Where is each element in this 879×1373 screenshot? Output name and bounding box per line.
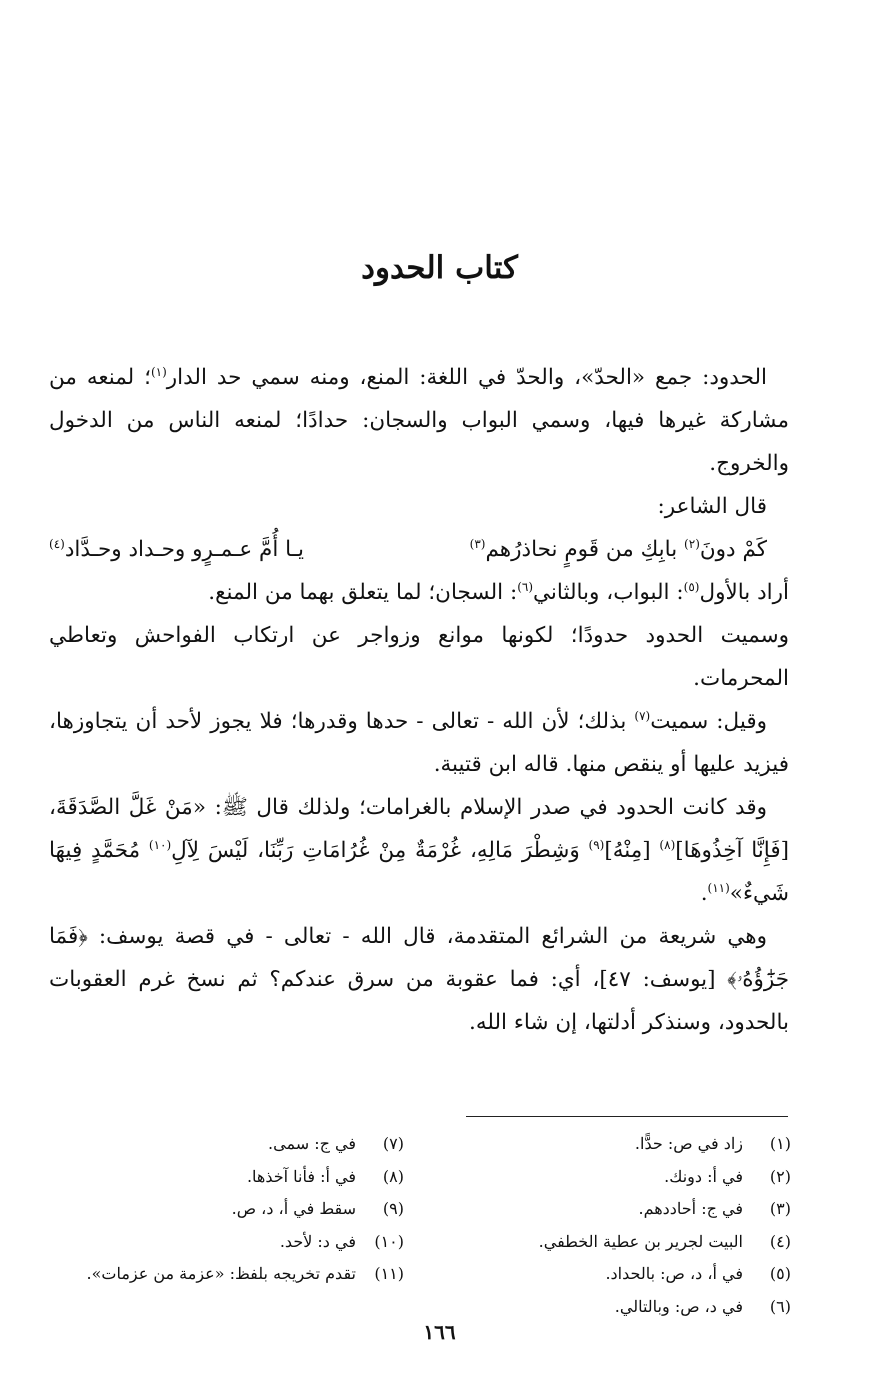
footnotes-column-left	[74, 1128, 404, 1291]
text-run: الحدود: جمع «الحدّ»، والحدّ في اللغة: المنع، ومنه سمي حد الدار	[166, 365, 767, 390]
text-run: يـا أُمَّ عـمـرٍو وحـداد وحـدَّاد	[64, 537, 304, 562]
footnote-text: زاد في ص: حدًّا.	[634, 1134, 743, 1153]
footnote-ref: (١٠)	[148, 837, 172, 852]
paragraph-naming-reason: وسميت الحدود حدودًا؛ لكونها موانع وزواجر عن ارتكاب الفواحش وتعاطي المحرمات.	[49, 623, 789, 691]
paragraph-poet-intro: قال الشاعر:	[657, 494, 767, 519]
chapter-title: كتاب الحدود	[361, 250, 518, 286]
footnote-item	[461, 1161, 791, 1194]
footnote-text: في ج: سمى.	[268, 1134, 356, 1153]
footnote-text: البيت لجرير بن عطية الخطفي.	[538, 1231, 743, 1251]
text-run: أراد بالأول	[699, 580, 789, 605]
footnote-ref: (٢)	[684, 536, 700, 551]
text-run: وقد كانت الحدود في صدر الإسلام بالغرامات؛ ولذلك قال ﷺ: «مَنْ غَلَّ الصَّدَقَةَ، [فَإِنَّا آخِذُوهَا]	[49, 795, 789, 863]
footnote-ref: (١)	[150, 364, 167, 379]
footnote-number: (١٠)	[374, 1231, 404, 1251]
footnote-number: (٦)	[769, 1296, 791, 1316]
poem-verse	[49, 528, 789, 571]
text-run: ؛ لمنعه من مشاركة غيرها فيها، وسمي البواب والسجان: حدادًا؛ لمنعه الناس من الدخول والخروج.	[49, 365, 789, 476]
footnote-item	[74, 1226, 404, 1259]
footnote-item	[74, 1161, 404, 1194]
footnote-number: (٨)	[382, 1166, 404, 1186]
footnote-item	[461, 1258, 791, 1291]
footnote-item	[74, 1128, 404, 1161]
footnote-item	[461, 1128, 791, 1161]
footnote-text: سقط في أ، د، ص.	[231, 1199, 356, 1218]
footnote-text: في أ، د، ص: بالحداد.	[605, 1264, 743, 1283]
text-run: بابِكِ من قَومٍ نحاذرُهم	[485, 537, 685, 562]
footnote-ref: (٣)	[469, 536, 486, 551]
text-run: [مِنْهُ]	[604, 838, 660, 863]
verse-first-hemistich	[470, 528, 767, 571]
footnote-ref: (٩)	[588, 837, 605, 852]
paragraph-alternative-reason	[49, 700, 789, 786]
text-run: : السجان؛ لما يتعلق بهما من المنع.	[208, 580, 518, 605]
footnote-text: في أ: دونك.	[664, 1166, 743, 1186]
page-number: ١٦٦	[423, 1320, 456, 1344]
text-run: .	[700, 881, 708, 906]
footnote-text: في د: لأحد.	[279, 1231, 356, 1251]
footnote-ref: (٤)	[49, 536, 65, 551]
footnote-number: (٧)	[382, 1134, 404, 1153]
footnote-item	[461, 1226, 791, 1259]
text-run: وَشِطْرَ مَالِهِ، غُرْمَةٌ مِنْ غُرُامَاتِ رَبِّنَا، لَيْسَ لِآلِ	[171, 838, 589, 863]
footnote-number: (١)	[769, 1134, 791, 1153]
footnote-ref: (٦)	[517, 579, 534, 594]
paragraph-definition	[49, 356, 789, 485]
footnote-text: تقدم تخريجه بلفظ: «عزمة من عزمات».	[86, 1264, 356, 1283]
paragraph-hadith	[49, 786, 789, 915]
footnote-number: (٥)	[769, 1264, 791, 1283]
footnote-item	[74, 1258, 404, 1291]
footnote-text: في أ: فأنا آخذها.	[246, 1166, 356, 1186]
verse-second-hemistich	[49, 528, 304, 571]
text-run: وقيل: سميت	[650, 709, 767, 734]
footnote-ref: (١١)	[707, 880, 730, 895]
footnote-item	[74, 1193, 404, 1226]
text-run: مُحَمَّدٍ فِيهَا شَيءٌ»	[49, 838, 789, 906]
footnote-item	[461, 1291, 791, 1324]
footnote-item	[461, 1193, 791, 1226]
paragraph-quran-reference: وهي شريعة من الشرائع المتقدمة، قال الله - تعالى - في قصة يوسف: ﴿فَمَا جَزَٰٓؤُهُۥ﴾ [يوسف: ٤٧]، أي: فما عقوبة من سرق عندكم؟ ثم نسخ غرم العقوبات بالحدود، وسنذكر أدلتها، إن شاء الله.	[49, 924, 789, 1035]
footnote-ref: (٨)	[659, 837, 676, 852]
footnote-text: في د، ص: وبالتالي.	[614, 1296, 743, 1316]
footnote-separator	[466, 1116, 788, 1117]
text-run: بذلك؛ لأن الله - تعالى - حدها وقدرها؛ فلا يجوز لأحد أن يتجاوزها، فيزيد عليها أو ينقص منها. قاله ابن قتيبة.	[49, 709, 789, 777]
footnote-number: (٩)	[382, 1199, 404, 1218]
text-run: كَمْ دونَ	[699, 537, 767, 562]
footnote-text: في ج: أحاددهم.	[638, 1199, 743, 1218]
paragraph-verse-explanation	[49, 571, 789, 614]
footnote-number: (٢)	[769, 1166, 791, 1186]
main-text	[49, 356, 789, 1044]
footnote-number: (١١)	[374, 1264, 404, 1283]
footnote-number: (٣)	[769, 1199, 791, 1218]
footnote-ref: (٧)	[634, 708, 651, 723]
footnote-number: (٤)	[769, 1231, 791, 1251]
text-run: : البواب، وبالثاني	[533, 580, 684, 605]
footnote-ref: (٥)	[683, 579, 700, 594]
footnotes-column-right	[461, 1128, 791, 1323]
